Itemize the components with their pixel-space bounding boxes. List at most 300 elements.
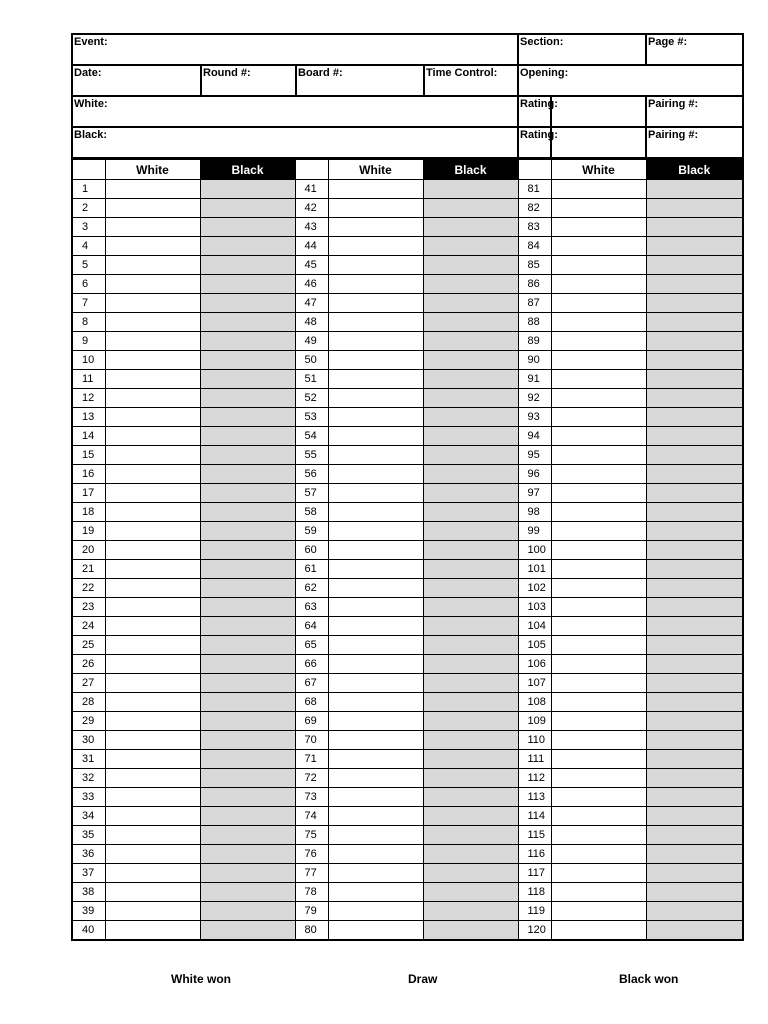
move-row [72,522,743,541]
black-move-cell[interactable] [200,674,295,693]
white-move-cell[interactable] [551,750,646,769]
black-move-cell[interactable] [423,465,518,484]
black-move-cell[interactable] [423,864,518,883]
black-move-cell[interactable] [646,180,743,199]
white-move-cell[interactable] [328,351,423,370]
white-move-cell[interactable] [551,617,646,636]
white-move-cell[interactable] [328,731,423,750]
white-move-cell[interactable] [328,750,423,769]
black-move-cell[interactable] [200,693,295,712]
white-move-cell[interactable] [551,598,646,617]
black-move-cell[interactable] [646,313,743,332]
white-move-cell[interactable] [328,826,423,845]
white-move-cell[interactable] [551,313,646,332]
black-move-cell[interactable] [200,275,295,294]
black-move-cell[interactable] [646,750,743,769]
white-move-cell[interactable] [551,180,646,199]
black-move-cell[interactable] [646,522,743,541]
white-won-label[interactable]: White won [171,972,231,986]
black-move-cell[interactable] [646,408,743,427]
black-move-cell[interactable] [423,256,518,275]
section-field[interactable] [518,34,646,65]
white-move-cell[interactable] [105,503,200,522]
white-move-cell[interactable] [105,332,200,351]
black-move-cell[interactable] [200,503,295,522]
black-move-cell[interactable] [200,484,295,503]
white-move-cell[interactable] [328,389,423,408]
white-move-cell[interactable] [551,655,646,674]
white-move-cell[interactable] [105,541,200,560]
black-move-cell[interactable] [200,826,295,845]
white-move-cell[interactable] [551,275,646,294]
white-move-cell[interactable] [328,598,423,617]
black-move-cell[interactable] [423,883,518,902]
page-number-field[interactable] [646,34,743,65]
move-row [72,788,743,807]
white-move-cell[interactable] [105,484,200,503]
black-move-cell[interactable] [423,313,518,332]
black-move-cell[interactable] [200,864,295,883]
white-move-cell[interactable] [105,180,200,199]
black-move-cell[interactable] [423,636,518,655]
black-move-cell[interactable] [646,256,743,275]
white-move-cell[interactable] [328,313,423,332]
white-move-cell[interactable] [551,465,646,484]
white-move-cell[interactable] [328,560,423,579]
move-number: 82 [518,199,551,218]
black-move-cell[interactable] [200,465,295,484]
move-number: 6 [72,275,105,294]
move-number: 40 [72,921,105,941]
black-move-cell[interactable] [423,484,518,503]
black-move-cell[interactable] [200,560,295,579]
white-move-cell[interactable] [551,788,646,807]
black-move-cell[interactable] [423,826,518,845]
black-move-cell[interactable] [646,351,743,370]
white-move-cell[interactable] [328,199,423,218]
white-rating-field[interactable] [518,96,558,127]
white-move-cell[interactable] [328,294,423,313]
black-move-cell[interactable] [200,408,295,427]
move-row [72,731,743,750]
white-move-cell[interactable] [105,218,200,237]
white-move-cell[interactable] [105,389,200,408]
moves-table [71,159,744,941]
white-move-cell[interactable] [328,617,423,636]
black-move-cell[interactable] [423,769,518,788]
black-move-cell[interactable] [423,845,518,864]
black-move-cell[interactable] [423,541,518,560]
white-move-cell[interactable] [105,294,200,313]
black-move-cell[interactable] [646,294,743,313]
black-move-cell[interactable] [646,237,743,256]
black-move-cell[interactable] [200,788,295,807]
white-move-cell[interactable] [105,560,200,579]
move-number: 111 [518,750,551,769]
black-move-cell[interactable] [423,522,518,541]
black-move-cell[interactable] [646,617,743,636]
white-move-cell[interactable] [551,807,646,826]
black-move-cell[interactable] [646,826,743,845]
white-move-cell[interactable] [551,560,646,579]
black-move-cell[interactable] [423,503,518,522]
black-move-cell[interactable] [200,750,295,769]
black-move-cell[interactable] [200,180,295,199]
move-number: 114 [518,807,551,826]
white-move-cell[interactable] [551,427,646,446]
black-move-cell[interactable] [646,465,743,484]
white-move-cell[interactable] [105,921,200,941]
move-row [72,237,743,256]
white-move-cell[interactable] [328,503,423,522]
black-move-cell[interactable] [200,427,295,446]
move-row [72,370,743,389]
black-move-cell[interactable] [423,731,518,750]
white-move-cell[interactable] [105,408,200,427]
white-move-cell[interactable] [551,921,646,941]
white-move-cell[interactable] [105,465,200,484]
move-number: 17 [72,484,105,503]
white-move-cell[interactable] [328,275,423,294]
black-move-cell[interactable] [423,199,518,218]
black-move-cell[interactable] [646,541,743,560]
black-move-cell[interactable] [646,921,743,941]
black-move-cell[interactable] [423,712,518,731]
black-move-cell[interactable] [423,370,518,389]
black-move-cell[interactable] [423,446,518,465]
black-move-cell[interactable] [423,408,518,427]
move-number: 51 [295,370,328,389]
black-move-cell[interactable] [423,902,518,921]
black-move-cell[interactable] [646,674,743,693]
white-move-cell[interactable] [328,655,423,674]
move-number: 7 [72,294,105,313]
black-move-cell[interactable] [423,218,518,237]
black-move-cell[interactable] [200,389,295,408]
black-move-cell[interactable] [423,674,518,693]
black-move-cell[interactable] [646,769,743,788]
white-move-cell[interactable] [105,427,200,446]
white-move-cell[interactable] [105,313,200,332]
white-move-cell[interactable] [328,370,423,389]
white-move-cell[interactable] [551,218,646,237]
white-rating-value-field[interactable] [551,96,646,127]
move-number: 65 [295,636,328,655]
black-move-cell[interactable] [423,655,518,674]
black-move-cell[interactable] [423,617,518,636]
white-move-cell[interactable] [328,693,423,712]
black-move-cell[interactable] [200,883,295,902]
white-move-cell[interactable] [105,351,200,370]
black-move-cell[interactable] [200,218,295,237]
board-field[interactable] [296,65,424,96]
black-move-cell[interactable] [646,864,743,883]
black-move-cell[interactable] [646,636,743,655]
white-move-cell[interactable] [328,427,423,446]
black-move-cell[interactable] [200,598,295,617]
white-move-cell[interactable] [551,503,646,522]
black-move-cell[interactable] [646,579,743,598]
white-move-cell[interactable] [551,370,646,389]
black-move-cell[interactable] [423,237,518,256]
white-move-cell[interactable] [328,845,423,864]
white-move-cell[interactable] [551,351,646,370]
black-pairing-field[interactable] [646,127,743,158]
white-move-cell[interactable] [105,199,200,218]
white-move-cell[interactable] [328,332,423,351]
white-move-cell[interactable] [551,902,646,921]
white-move-cell[interactable] [551,256,646,275]
white-move-cell[interactable] [328,408,423,427]
move-number: 18 [72,503,105,522]
move-row [72,807,743,826]
black-move-cell[interactable] [646,902,743,921]
white-move-cell[interactable] [551,845,646,864]
black-move-cell[interactable] [200,769,295,788]
black-move-cell[interactable] [423,332,518,351]
black-move-cell[interactable] [646,446,743,465]
white-column-header: White [105,160,200,180]
black-move-cell[interactable] [646,712,743,731]
time-control-field[interactable] [424,65,518,96]
move-number: 36 [72,845,105,864]
white-move-cell[interactable] [551,408,646,427]
white-move-cell[interactable] [105,864,200,883]
move-number: 80 [295,921,328,941]
white-move-cell[interactable] [105,237,200,256]
white-move-cell[interactable] [328,864,423,883]
white-move-cell[interactable] [105,275,200,294]
white-move-cell[interactable] [551,199,646,218]
white-move-cell[interactable] [551,826,646,845]
black-move-cell[interactable] [423,294,518,313]
black-move-cell[interactable] [646,332,743,351]
black-move-cell[interactable] [646,503,743,522]
black-move-cell[interactable] [200,256,295,275]
white-move-cell[interactable] [551,446,646,465]
white-move-cell[interactable] [328,921,423,941]
move-row [72,693,743,712]
black-move-cell[interactable] [200,655,295,674]
move-number: 81 [518,180,551,199]
black-move-cell[interactable] [646,218,743,237]
white-move-cell[interactable] [551,883,646,902]
move-row [72,256,743,275]
move-row [72,750,743,769]
white-player-label: White: [74,98,108,110]
move-number: 26 [72,655,105,674]
white-move-cell[interactable] [328,769,423,788]
black-move-cell[interactable] [646,693,743,712]
black-move-cell[interactable] [200,845,295,864]
black-move-cell[interactable] [646,807,743,826]
white-move-cell[interactable] [551,674,646,693]
move-row [72,617,743,636]
black-move-cell[interactable] [200,636,295,655]
black-move-cell[interactable] [646,845,743,864]
white-player-field[interactable] [72,96,518,127]
white-move-cell[interactable] [551,769,646,788]
white-move-cell[interactable] [105,446,200,465]
white-move-cell[interactable] [551,522,646,541]
white-move-cell[interactable] [105,256,200,275]
black-move-cell[interactable] [200,579,295,598]
white-move-cell[interactable] [328,674,423,693]
black-move-cell[interactable] [200,731,295,750]
black-move-cell[interactable] [200,617,295,636]
white-pairing-field[interactable] [646,96,743,127]
white-move-cell[interactable] [105,693,200,712]
black-move-cell[interactable] [423,750,518,769]
black-move-cell[interactable] [646,560,743,579]
white-move-cell[interactable] [105,674,200,693]
black-rating-value-field[interactable] [551,127,646,158]
move-number: 95 [518,446,551,465]
black-move-cell[interactable] [423,351,518,370]
black-move-cell[interactable] [646,389,743,408]
black-move-cell[interactable] [646,883,743,902]
black-move-cell[interactable] [200,522,295,541]
black-move-cell[interactable] [423,180,518,199]
white-move-cell[interactable] [105,902,200,921]
white-move-cell[interactable] [105,883,200,902]
white-move-cell[interactable] [551,731,646,750]
black-player-field[interactable] [72,127,518,158]
white-move-cell[interactable] [551,484,646,503]
move-number: 33 [72,788,105,807]
black-move-cell[interactable] [200,313,295,332]
page-number-label: Page #: [648,36,688,48]
black-move-cell[interactable] [200,541,295,560]
black-move-cell[interactable] [200,446,295,465]
black-move-cell[interactable] [200,921,295,941]
white-move-cell[interactable] [328,883,423,902]
white-move-cell[interactable] [551,541,646,560]
white-move-cell[interactable] [328,237,423,256]
move-number: 116 [518,845,551,864]
white-move-cell[interactable] [551,237,646,256]
white-move-cell[interactable] [105,769,200,788]
white-move-cell[interactable] [105,579,200,598]
black-move-cell[interactable] [646,427,743,446]
white-move-cell[interactable] [105,636,200,655]
white-move-cell[interactable] [328,465,423,484]
black-move-cell[interactable] [646,731,743,750]
black-move-cell[interactable] [423,598,518,617]
black-move-cell[interactable] [646,275,743,294]
black-move-cell[interactable] [200,712,295,731]
black-column-header: Black [423,160,518,180]
white-move-cell[interactable] [105,826,200,845]
event-field[interactable] [72,34,518,65]
black-move-cell[interactable] [646,598,743,617]
move-row [72,503,743,522]
white-move-cell[interactable] [328,484,423,503]
black-move-cell[interactable] [200,237,295,256]
black-move-cell[interactable] [646,655,743,674]
black-move-cell[interactable] [423,921,518,941]
black-move-cell[interactable] [200,370,295,389]
black-move-cell[interactable] [423,693,518,712]
draw-label[interactable]: Draw [408,972,438,986]
black-move-cell[interactable] [200,351,295,370]
white-move-cell[interactable] [328,218,423,237]
move-number: 21 [72,560,105,579]
black-move-cell[interactable] [646,370,743,389]
black-move-cell[interactable] [423,788,518,807]
black-move-cell[interactable] [423,560,518,579]
black-move-cell[interactable] [200,902,295,921]
white-move-cell[interactable] [551,332,646,351]
white-move-cell[interactable] [328,712,423,731]
white-move-cell[interactable] [328,522,423,541]
black-move-cell[interactable] [200,332,295,351]
white-move-cell[interactable] [105,845,200,864]
white-move-cell[interactable] [105,807,200,826]
white-move-cell[interactable] [105,617,200,636]
white-rating-label: Rating: [520,98,558,110]
scoresheet [71,33,742,941]
white-move-cell[interactable] [105,750,200,769]
white-move-cell[interactable] [328,256,423,275]
white-move-cell[interactable] [105,598,200,617]
black-move-cell[interactable] [423,427,518,446]
white-move-cell[interactable] [551,636,646,655]
white-move-cell[interactable] [551,693,646,712]
white-move-cell[interactable] [328,180,423,199]
black-move-cell[interactable] [423,389,518,408]
black-move-cell[interactable] [200,294,295,313]
black-won-label[interactable]: Black won [619,972,679,986]
white-move-cell[interactable] [551,579,646,598]
white-move-cell[interactable] [105,731,200,750]
black-move-cell[interactable] [646,788,743,807]
white-move-cell[interactable] [328,807,423,826]
move-row [72,712,743,731]
white-move-cell[interactable] [551,294,646,313]
white-move-cell[interactable] [328,446,423,465]
white-move-cell[interactable] [551,712,646,731]
black-move-cell[interactable] [423,807,518,826]
white-move-cell[interactable] [105,712,200,731]
round-field[interactable] [201,65,296,96]
white-move-cell[interactable] [328,579,423,598]
date-field[interactable] [72,65,201,96]
black-move-cell[interactable] [646,484,743,503]
white-move-cell[interactable] [105,655,200,674]
white-move-cell[interactable] [328,636,423,655]
white-move-cell[interactable] [328,902,423,921]
move-number: 92 [518,389,551,408]
black-move-cell[interactable] [423,275,518,294]
white-move-cell[interactable] [328,788,423,807]
white-move-cell[interactable] [105,522,200,541]
move-number: 94 [518,427,551,446]
white-move-cell[interactable] [551,864,646,883]
black-move-cell[interactable] [200,199,295,218]
opening-field[interactable] [518,65,743,96]
black-move-cell[interactable] [646,199,743,218]
white-move-cell[interactable] [328,541,423,560]
white-move-cell[interactable] [105,788,200,807]
black-pairing-label: Pairing #: [648,129,699,141]
white-move-cell[interactable] [551,389,646,408]
white-move-cell[interactable] [105,370,200,389]
black-move-cell[interactable] [423,579,518,598]
black-rating-field[interactable] [518,127,558,158]
move-number: 31 [72,750,105,769]
black-move-cell[interactable] [200,807,295,826]
